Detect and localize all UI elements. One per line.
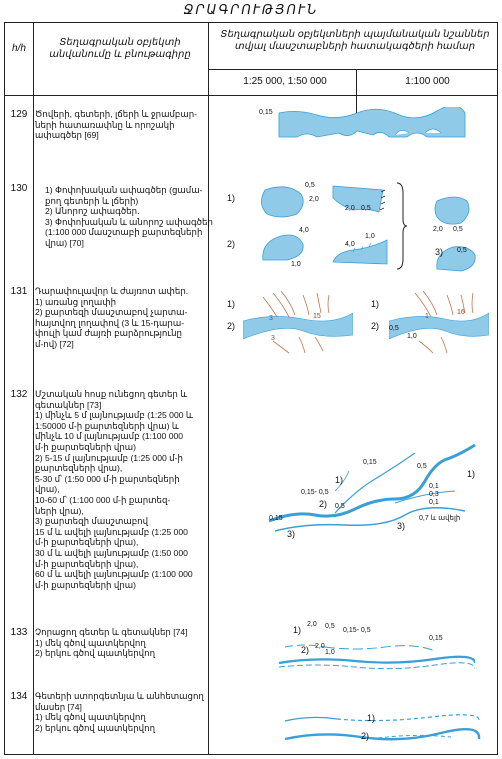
row-number: 129 [10,109,28,120]
header-name: Տեղագրական օբյեկտի անվանումը և բնութագիրը [49,37,191,60]
page-title: ՋՐԱԳՐՈՒԹՅՈՒՆ [183,2,319,17]
dim-label: 1,0 [291,261,301,268]
dim-label: 0,5 [389,325,399,332]
col-divider [33,23,34,754]
header-scale-b: 1:100 000 [405,76,450,87]
dim-label: 0,5 [457,247,467,254]
row-number: 130 [10,183,28,194]
header-num: h/h [12,43,26,54]
dim-label: 2,0 [315,643,325,650]
dim-label: 0,15 [363,459,377,466]
row-description: Չորացող գետեր և գետակներ [74] 1) մեկ գծով պատկերվող 2) երկու գծով պատկերվող [35,627,188,659]
header-scale-a: 1:25 000, 1:50 000 [243,76,327,87]
marker-2: 2) [227,239,236,249]
marker-1: 1) [367,713,376,723]
variable-shoreline-symbol [257,180,392,270]
row-description: Գետերի ստորգետնյա և անհետացող մասեր [74] 1) մեկ գծով պատկերվող 2) երկու գծով պատկերվող [35,691,204,733]
coastline-symbol [277,107,467,141]
dim-label: 0,1 [429,499,439,506]
height-label: 16 [457,309,465,316]
marker-1: 1) [227,193,236,203]
legend-table [4,22,498,755]
dim-label: 0,15- 0,5 [343,627,371,634]
dim-label: 0,1 [429,483,439,490]
marker-1: 1) [467,469,476,479]
dim-label: 4,0 [299,227,309,234]
marker-1: 1) [293,625,302,635]
dim-label: 0,5 [325,623,335,630]
dim-label: 4,0 [345,241,355,248]
row-number: 132 [10,389,28,400]
height-label: 3 [269,315,273,322]
dim-label: 0,5 [417,463,427,470]
dim-label: 0,7 և ավելի [419,515,461,522]
dim-label: 2,0 [345,205,355,212]
row-number: 134 [10,691,28,702]
dim-label: 0,15- 0,5 [301,489,329,496]
dim-label: 0,15 [429,635,443,642]
cliff-shore-symbol-b [389,291,489,355]
dim-label: 2,0 [309,196,319,203]
height-label: 15 [313,313,321,320]
dim-label: 0,15 [269,515,283,522]
dim-label: 0,5 [305,182,315,189]
width-label: 0,15 [259,109,273,116]
marker-1: 1) [335,475,344,485]
height-label: 3 [271,335,275,342]
dim-label: 1,0 [365,233,375,240]
row-description: Մշտական հոսք ունեցող գետեր և գետակներ [73] 1) մինչև 5 մ լայնությամբ (1:25 000 և 1:50000 մ-ի քարտեզների վրա) և մինչև 10 մ լայնությամբ (1:100 000 մ-ի քարտեզների վրա) 2) 5-15 մ լայնությամբ (1:25 000 մ-ի քարտեզների վրա), 5-30 մ՝ (1:50 000 մ-ի քարտեզների վրա), 10-60 մ՝ (1:100 000 մ-ի քարտեզ- ների վրա), 3) քարտեզի մասշտաբով 15 մ և ավելի լայնությամբ (1:25 000 մ-ի քարտեզների վրա), 30 մ և ավելի լայնությամբ (1:50 000 մ-ի քարտեզների վրա), 60 մ և ավելի լայնությամբ (1:100 000 մ-ի քարտեզների վրա) [35,389,193,590]
marker-3: 3) [397,521,406,531]
dim-label: 2,0 [433,226,443,233]
row-divider [5,95,497,96]
marker-3: 3) [435,247,444,257]
marker-2: 2) [227,321,236,331]
marker-2: 2) [319,499,328,509]
row-number: 131 [10,286,28,297]
dim-label: 1,0 [407,333,417,340]
col-divider [208,23,209,754]
dim-label: 0,5 [361,205,371,212]
marker-3: 3) [287,529,296,539]
marker-2: 2) [361,731,370,741]
header-signs: Տեղագրական օբյեկտների պայմանական նշաններ տվյալ մասշտաբների հատակագծերի համար [220,29,490,52]
height-label: 1 [425,313,429,320]
row-divider [208,69,497,70]
permanent-river-symbol [265,431,485,541]
marker-2: 2) [301,645,310,655]
cliff-shore-symbol-a [243,291,353,355]
marker-1: 1) [227,299,236,309]
dim-label: 1,0 [325,649,335,656]
dim-label: 0,5 [453,226,463,233]
brace [395,181,407,271]
row-description: Դարափուլավոր և ժայռոտ ափեր. 1) առանց լողափի 2) քարտեզի մասշտաբով չարտա- հայտվող լողափով (3 և 15-դարա- փուլի կամ ժայռի բարձրությունը մ-ով) [72] [35,286,189,349]
dim-label: 0,3 [429,491,439,498]
row-description: 1) Փոփոխական ափագծեր (ցամա- քող գետերի և լճերի) 2) Անորոշ ափագծեր. 3) Փոփոխական և անորոշ ափագծեր (1:100 000 մասշտաբի քարտեզների վրա) [70] [45,185,213,248]
dim-label: 2,0 [307,621,317,628]
row-number: 133 [10,627,28,638]
dim-label: 0,5 [335,503,345,510]
row-description: Ծովերի, գետերի, լճերի և ջրամբար- ների հատառափնը և որոշակի ափագծեր [69] [35,109,198,141]
underground-river-symbol [281,705,481,747]
marker-1: 1) [371,299,380,309]
marker-2: 2) [371,321,380,331]
